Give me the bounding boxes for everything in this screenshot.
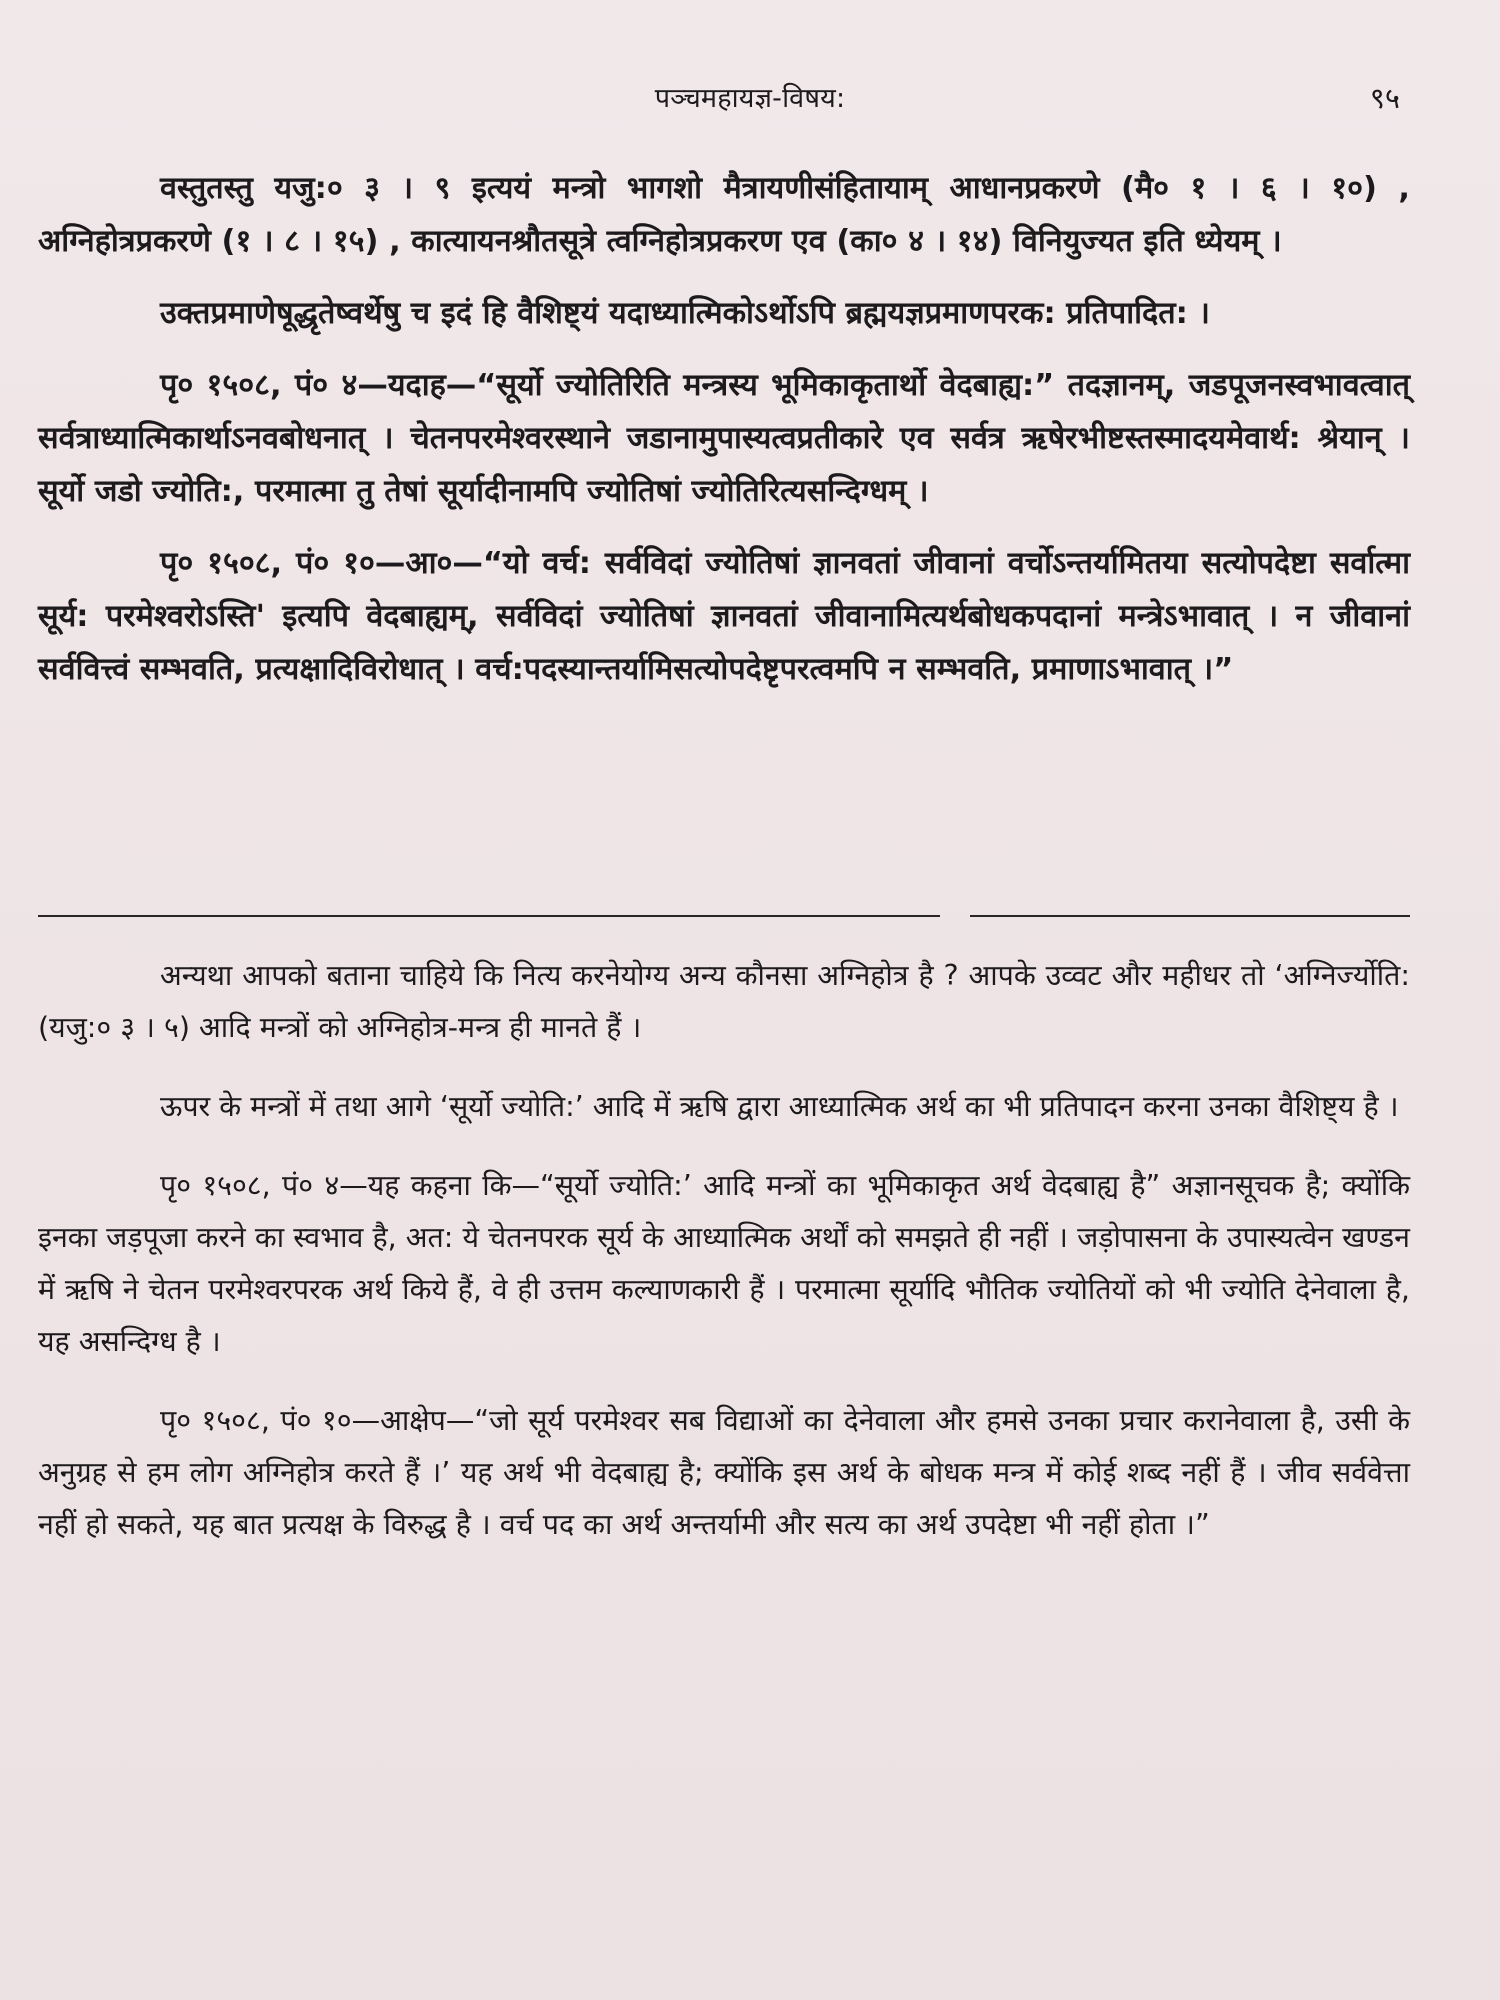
hindi-paragraph-1: अन्यथा आपको बताना चाहिये कि नित्य करनेयोग्य अन्य कौनसा अग्निहोत्र है ? आपके उव्वट और महीधर तो ‘अग्निर्ज्योति: (यजु:० ३ । ५) आदि मन्त्रों को अग्निहोत्र-मन्त्र ही मानते हैं । [38, 959, 1410, 1044]
hindi-text-block [38, 950, 1410, 1578]
page-number: ९५ [1369, 81, 1400, 115]
hindi-paragraph-2: ऊपर के मन्त्रों में तथा आगे ‘सूर्यो ज्योति:’ आदि में ऋषि द्वारा आध्यात्मिक अर्थ का भी प्रतिपादन करना उनका वैशिष्ट्य है । [160, 1090, 1399, 1123]
sanskrit-paragraph-2: उक्तप्रमाणेषूद्धृतेष्वर्थेषु च इदं हि वैशिष्ट्यं यदाध्यात्मिकोऽर्थोऽपि ब्रह्मयज्ञप्रमाणपरक: प्रतिपादित: । [160, 296, 1210, 331]
sanskrit-paragraph-4: पृ० १५०८, पं० १०—आ०—“यो वर्च: सर्वविदां ज्योतिषां ज्ञानवतां जीवानां वर्चोऽन्तर्यामितया सत्योपदेष्टा सर्वात्मा सूर्य: परमेश्वरोऽस्ति' इत्यपि वेदबाह्यम्, सर्वविदां ज्योतिषां ज्ञानवतां जीवानामित्यर्थबोधकपदानां मन्त्रेऽभावात् । न जीवानां सर्ववित्त्वं सम्भवति, प्रत्यक्षादिविरोधात् । वर्च:पदस्यान्तर्यामिसत्योपदेष्टृपरत्वमपि न सम्भवति, प्रमाणाऽभावात् ।” [38, 546, 1410, 687]
running-title: पञ्चमहायज्ञ-विषय: [654, 83, 846, 114]
running-head [0, 78, 1500, 118]
divider-line-left [38, 915, 940, 917]
sanskrit-paragraph-3: पृ० १५०८, पं० ४—यदाह—“सूर्यो ज्योतिरिति मन्त्रस्य भूमिकाकृतार्थो वेदबाह्य:” तदज्ञानम्, जडपूजनस्वभावत्वात् सर्वत्राध्यात्मिकार्थाऽनवबोधनात् । चेतनपरमेश्वरस्थाने जडानामुपास्यत्वप्रतीकारे एव सर्वत्र ऋषेरभीष्टस्तस्मादयमेवार्थ: श्रेयान् । सूर्यो जडो ज्योति:, परमात्मा तु तेषां सूर्यादीनामपि ज्योतिषां ज्योतिरित्यसन्दिग्धम् । [38, 368, 1410, 509]
hindi-paragraph-4: पृ० १५०८, पं० १०—आक्षेप—“जो सूर्य परमेश्वर सब विद्याओं का देनेवाला और हमसे उनका प्रचार करानेवाला है, उसी के अनुग्रह से हम लोग अग्निहोत्र करते हैं ।’ यह अर्थ भी वेदबाह्य है; क्योंकि इस अर्थ के बोधक मन्त्र में कोई शब्द नहीं हैं । जीव सर्ववेत्ता नहीं हो सकते, यह बात प्रत्यक्ष के विरुद्ध है । वर्च पद का अर्थ अन्तर्यामी और सत्य का अर्थ उपदेष्टा भी नहीं होता ।” [38, 1404, 1410, 1541]
sanskrit-text-block [38, 162, 1410, 715]
sanskrit-paragraph-1: वस्तुतस्तु यजु:० ३ । ९ इत्ययं मन्त्रो भागशो मैत्रायणीसंहितायाम् आधानप्रकरणे (मै० १ । ६ । १०) , अग्निहोत्रप्रकरणे (१ । ८ । १५) , कात्यायनश्रौतसूत्रे त्वग्निहोत्रप्रकरण एव (का० ४ । १४) विनियुज्यत इति ध्येयम् । [38, 171, 1410, 259]
section-divider [38, 915, 1410, 919]
divider-line-right [970, 915, 1410, 917]
hindi-paragraph-3: पृ० १५०८, पं० ४—यह कहना कि—“सूर्यो ज्योति:’ आदि मन्त्रों का भूमिकाकृत अर्थ वेदबाह्य है” अज्ञानसूचक है; क्योंकि इनका जड़पूजा करने का स्वभाव है, अत: ये चेतनपरक सूर्य के आध्यात्मिक अर्थों को समझते ही नहीं । जड़ोपासना के उपास्यत्वेन खण्डन में ऋषि ने चेतन परमेश्वरपरक अर्थ किये हैं, वे ही उत्तम कल्याणकारी हैं । परमात्मा सूर्यादि भौतिक ज्योतियों को भी ज्योति देनेवाला है, यह असन्दिग्ध है । [38, 1169, 1410, 1358]
